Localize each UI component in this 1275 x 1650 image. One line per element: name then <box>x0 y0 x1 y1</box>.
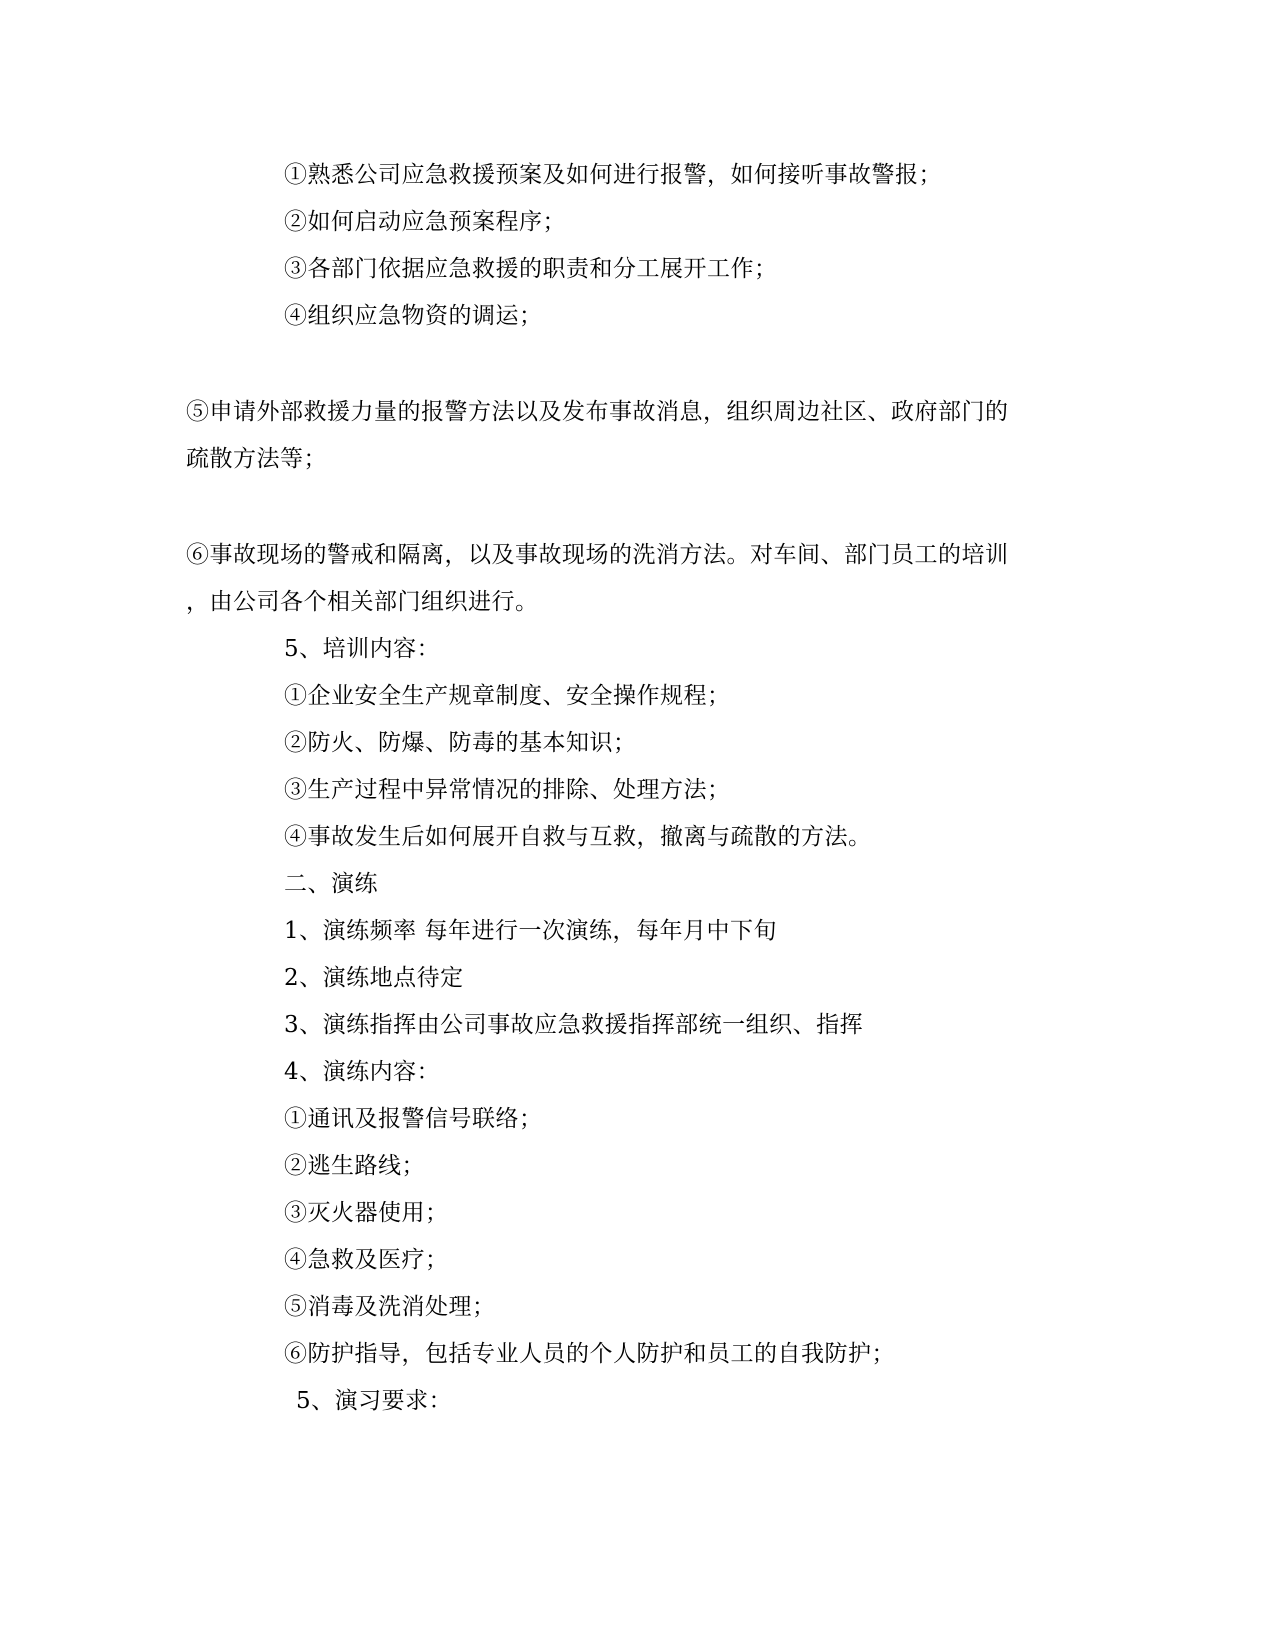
emergency-item-4: ④组织应急物资的调运； <box>284 303 543 329</box>
drill-content-heading: 4、演练内容： <box>284 1059 441 1085</box>
drill-frequency: 1、演练频率 每年进行一次演练，每年月中下旬 <box>284 918 777 944</box>
drill-command: 3、演练指挥由公司事故应急救援指挥部统一组织、指挥 <box>284 1012 864 1038</box>
drill-content-item-2: ②逃生路线； <box>284 1153 425 1179</box>
drill-requirements-heading: 5、演习要求： <box>296 1388 453 1414</box>
drill-content-item-4: ④急救及医疗； <box>284 1247 449 1273</box>
emergency-item-2: ②如何启动应急预案程序； <box>284 209 566 235</box>
emergency-item-1: ①熟悉公司应急救援预案及如何进行报警，如何接听事故警报； <box>284 162 942 188</box>
training-item-3: ③生产过程中异常情况的排除、处理方法； <box>284 777 731 803</box>
drill-content-item-3: ③灭火器使用； <box>284 1200 449 1226</box>
training-heading: 5、培训内容： <box>284 636 441 662</box>
drill-content-item-6: ⑥防护指导，包括专业人员的个人防护和员工的自我防护； <box>284 1341 895 1367</box>
emergency-item-6-line2: ，由公司各个相关部门组织进行。 <box>186 589 539 615</box>
drill-content-item-1: ①通讯及报警信号联络； <box>284 1106 543 1132</box>
drill-heading: 二、演练 <box>284 871 378 897</box>
training-item-1: ①企业安全生产规章制度、安全操作规程； <box>284 683 731 709</box>
drill-content-item-5: ⑤消毒及洗消处理； <box>284 1294 496 1320</box>
emergency-item-5-line2: 疏散方法等； <box>186 446 327 472</box>
emergency-item-5-line1: ⑤申请外部救援力量的报警方法以及发布事故消息，组织周边社区、政府部门的 <box>186 399 1009 425</box>
drill-location: 2、演练地点待定 <box>284 965 464 991</box>
training-item-2: ②防火、防爆、防毒的基本知识； <box>284 730 637 756</box>
training-item-4: ④事故发生后如何展开自救与互救，撤离与疏散的方法。 <box>284 824 872 850</box>
emergency-item-6-line1: ⑥事故现场的警戒和隔离，以及事故现场的洗消方法。对车间、部门员工的培训 <box>186 542 1009 568</box>
emergency-item-3: ③各部门依据应急救援的职责和分工展开工作； <box>284 256 778 282</box>
